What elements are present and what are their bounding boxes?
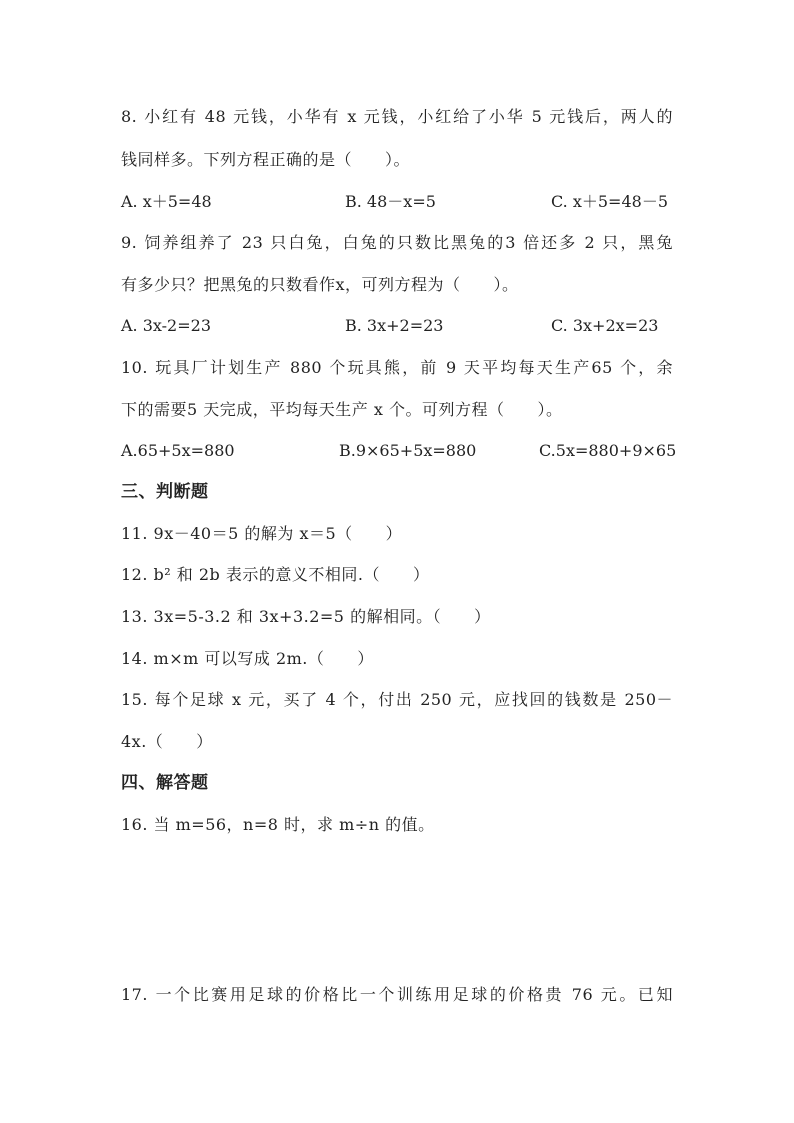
q15-line2: 4x.（ ） (121, 732, 213, 751)
q11: 11. 9x－40＝5 的解为 x＝5（ ） (121, 524, 403, 543)
q8-line2: 钱同样多。下列方程正确的是（ ）。 (121, 150, 411, 169)
q10-line2: 下的需要5 天完成，平均每天生产 x 个。可列方程（ ）。 (121, 400, 563, 419)
q8-option-a: A. x＋5=48 (121, 192, 212, 211)
q16: 16. 当 m=56，n=8 时，求 m÷n 的值。 (121, 815, 435, 834)
q10-option-c: C.5x=880+9×65 (539, 441, 677, 460)
section-heading-answer: 四、解答题 (121, 773, 209, 793)
q14: 14. m×m 可以写成 2m.（ ） (121, 649, 374, 668)
q8-option-b: B. 48－x=5 (345, 192, 436, 211)
q10-option-b: B.9×65+5x=880 (339, 441, 477, 460)
q9-option-a: A. 3x-2=23 (121, 316, 211, 335)
q9-line2: 有多少只？把黑兔的只数看作x，可列方程为（ ）。 (121, 275, 519, 294)
q12: 12. b² 和 2b 表示的意义不相同.（ ） (121, 565, 430, 584)
q17-line1: 17. 一个比赛用足球的价格比一个训练用足球的价格贵 76 元。已知 (121, 985, 673, 1004)
q9-line1: 9. 饲养组养了 23 只白兔，白兔的只数比黑兔的3 倍还多 2 只，黑兔 (121, 233, 673, 252)
q8-option-c: C. x＋5=48－5 (551, 192, 668, 211)
q13: 13. 3x=5-3.2 和 3x+3.2=5 的解相同。（ ） (121, 607, 491, 626)
section-heading-true-false: 三、判断题 (121, 482, 209, 502)
q10-line1: 10. 玩具厂计划生产 880 个玩具熊，前 9 天平均每天生产65 个，余 (121, 358, 673, 377)
q15-line1: 15. 每个足球 x 元，买了 4 个，付出 250 元，应找回的钱数是 250－ (121, 690, 673, 709)
q9-option-b: B. 3x+2=23 (345, 316, 444, 335)
q10-option-a: A.65+5x=880 (121, 441, 235, 460)
q9-option-c: C. 3x+2x=23 (551, 316, 659, 335)
q8-line1: 8. 小红有 48 元钱，小华有 x 元钱，小红给了小华 5 元钱后，两人的 (121, 107, 673, 126)
